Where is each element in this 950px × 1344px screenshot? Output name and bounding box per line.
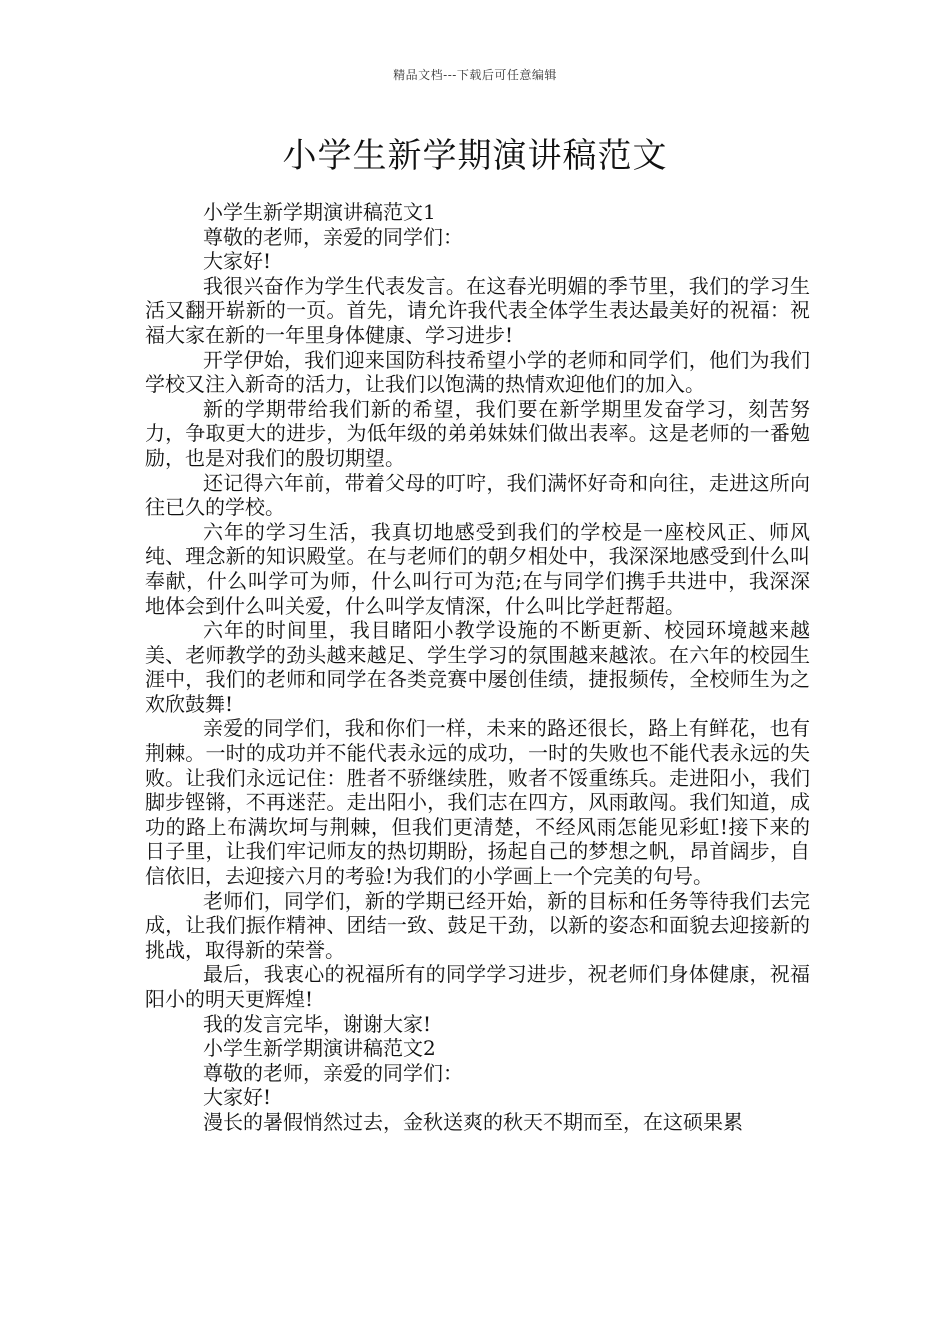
document-title: 小学生新学期演讲稿范文 bbox=[282, 136, 668, 176]
body-paragraph: 我很兴奋作为学生代表发言。在这春光明媚的季节里，我们的学习生活又翻开崭新的一页。首先，请允许我代表全体学生表达最美好的祝福：祝福大家在新的一年里身体健康、学习进步! bbox=[145, 273, 810, 347]
body-paragraph: 新的学期带给我们新的希望，我们要在新学期里发奋学习，刻苦努力，争取更大的进步，为低年级的弟弟妹妹们做出表率。这是老师的一番勉励，也是对我们的殷切期望。 bbox=[145, 396, 810, 470]
body-paragraph: 六年的学习生活，我真切地感受到我们的学校是一座校风正、师风纯、理念新的知识殿堂。在与老师们的朝夕相处中，我深深地感受到什么叫奉献，什么叫学可为师，什么叫行可为范;在与同学们携手共进中，我深深地体会到什么叫关爱，什么叫学友情深，什么叫比学赶帮超。 bbox=[145, 519, 810, 618]
greeting: 大家好! bbox=[203, 1085, 272, 1110]
speech-heading-2: 小学生新学期演讲稿范文2 bbox=[203, 1036, 436, 1061]
speech-heading-1: 小学生新学期演讲稿范文1 bbox=[203, 200, 436, 224]
body-paragraph: 漫长的暑假悄然过去，金秋送爽的秋天不期而至，在这硕果累 bbox=[203, 1109, 743, 1134]
body-paragraph: 六年的时间里，我目睹阳小教学设施的不断更新、校园环境越来越美、老师教学的劲头越来越足、学生学习的氛围越来越浓。在六年的校园生涯中，我们的老师和同学在各类竞赛中屡创佳绩，捷报频传，全校师生为之欢欣鼓舞! bbox=[145, 618, 810, 716]
body-paragraph: 还记得六年前，带着父母的叮咛，我们满怀好奇和向往，走进这所向往已久的学校。 bbox=[145, 470, 810, 520]
closing-line: 我的发言完毕，谢谢大家! bbox=[203, 1011, 432, 1036]
body-paragraph: 亲爱的同学们，我和你们一样，未来的路还很长，路上有鲜花，也有荆棘。一时的成功并不能代表永远的成功，一时的失败也不能代表永远的失败。让我们永远记住：胜者不骄继续胜，败者不馁重练兵。走进阳小，我们脚步铿锵，不再迷茫。走出阳小，我们志在四方，风雨敢闯。我们知道，成功的路上布满坎坷与荆棘，但我们更清楚，不经风雨怎能见彩虹!接下来的日子里，让我们牢记师友的热切期盼，扬起自己的梦想之帆，昂首阔步，自信依旧，去迎接六月的考验!为我们的小学画上一个完美的句号。 bbox=[145, 716, 810, 889]
body-paragraph: 最后，我衷心的祝福所有的同学学习进步，祝老师们身体健康，祝福阳小的明天更辉煌! bbox=[145, 962, 810, 1011]
header-note: 精品文档---下载后可任意编辑 bbox=[393, 68, 557, 82]
greeting: 大家好! bbox=[203, 249, 272, 274]
body-paragraph: 老师们，同学们，新的学期已经开始，新的目标和任务等待我们去完成，让我们振作精神、团结一致、鼓足干劲，以新的姿态和面貌去迎接新的挑战，取得新的荣誉。 bbox=[145, 888, 810, 962]
document-body bbox=[145, 200, 810, 1135]
salutation: 尊敬的老师，亲爱的同学们： bbox=[203, 224, 463, 249]
salutation: 尊敬的老师，亲爱的同学们： bbox=[203, 1060, 463, 1085]
body-paragraph: 开学伊始，我们迎来国防科技希望小学的老师和同学们，他们为我们学校又注入新奇的活力，让我们以饱满的热情欢迎他们的加入。 bbox=[145, 347, 810, 397]
